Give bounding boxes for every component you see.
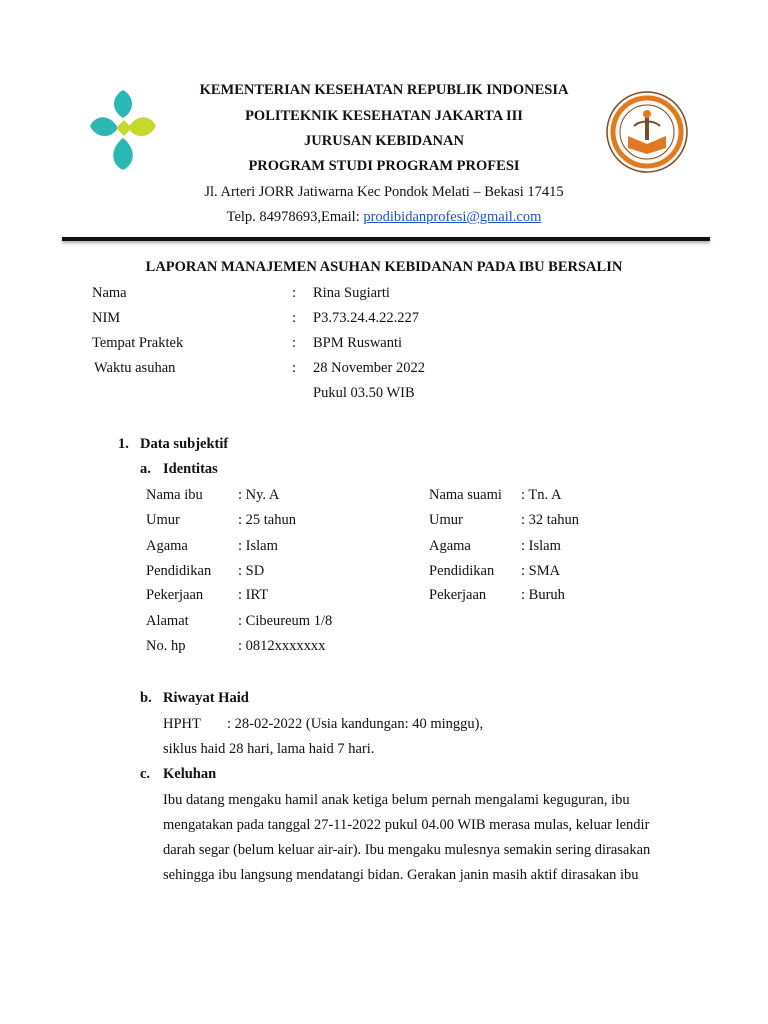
subsection-title-riwayat-haid: Riwayat Haid	[163, 690, 249, 706]
identity-label: Nama suami	[429, 487, 502, 503]
identity-label: Agama	[146, 538, 188, 554]
identity-value: : IRT	[238, 587, 269, 603]
header-ministry: KEMENTERIAN KESEHATAN REPUBLIK INDONESIA	[199, 82, 569, 98]
field-sep: :	[292, 360, 297, 376]
identity-value: : 25 tahun	[238, 512, 296, 528]
keluhan-line: mengatakan pada tanggal 27-11-2022 pukul 04.00 WIB merasa mulas, keluar lendir	[163, 817, 650, 833]
keluhan-line: Ibu datang mengaku hamil anak ketiga belum pernah mengalami keguguran, ibu	[163, 792, 630, 808]
email-link[interactable]: prodibidanprofesi@gmail.com	[363, 209, 542, 225]
keluhan-line: darah segar (belum keluar air-air). Ibu mengaku mulesnya semakin sering dirasakan	[163, 842, 651, 858]
field-label-tempat-praktek: Tempat Praktek	[92, 335, 184, 351]
field-sep: :	[292, 310, 297, 326]
header-contact	[0, 209, 768, 226]
identity-label: Pendidikan	[146, 563, 212, 579]
identity-label: Umur	[429, 512, 463, 528]
field-value-nim: P3.73.24.4.22.227	[313, 310, 419, 326]
section-number: 1.	[118, 436, 129, 452]
subsection-letter: a.	[140, 461, 151, 477]
identity-label: Pekerjaan	[146, 587, 204, 603]
identity-label: Pendidikan	[429, 563, 495, 579]
field-sep: :	[292, 285, 297, 301]
hpht-value: : 28-02-2022 (Usia kandungan: 40 minggu),	[227, 716, 484, 732]
field-value-waktu-asuhan: 28 November 2022	[313, 360, 425, 376]
identity-label: Nama ibu	[146, 487, 203, 503]
hpht-label: HPHT	[163, 716, 201, 732]
identity-value: : Ny. A	[238, 487, 280, 503]
identity-value: : Islam	[238, 538, 278, 554]
header-polytechnic: POLITEKNIK KESEHATAN JAKARTA III	[245, 108, 523, 124]
identity-value: : SMA	[521, 563, 561, 579]
subsection-letter: b.	[140, 690, 152, 706]
header-address: Jl. Arteri JORR Jatiwarna Kec Pondok Melati – Bekasi 17415	[204, 184, 564, 200]
identity-value: : 32 tahun	[521, 512, 579, 528]
field-value-tempat-praktek: BPM Ruswanti	[313, 335, 403, 351]
field-value-nama: Rina Sugiarti	[313, 285, 390, 301]
field-sep: :	[292, 335, 297, 351]
subsection-letter: c.	[140, 766, 151, 782]
identity-value: : Tn. A	[521, 487, 562, 503]
field-label-nama: Nama	[92, 285, 127, 301]
identity-label: Pekerjaan	[429, 587, 487, 603]
keluhan-line: sehingga ibu langsung mendatangi bidan. Gerakan janin masih aktif dirasakan ibu	[163, 867, 639, 883]
identity-label: No. hp	[146, 638, 186, 654]
header-divider	[62, 237, 710, 241]
section-title: Data subjektif	[140, 436, 229, 452]
header-department: JURUSAN KEBIDANAN	[304, 133, 464, 149]
header-program: PROGRAM STUDI PROGRAM PROFESI	[248, 158, 520, 174]
identity-value: : 0812xxxxxxx	[238, 638, 326, 654]
identity-value: : Islam	[521, 538, 561, 554]
field-label-nim: NIM	[92, 310, 121, 326]
identity-label: Umur	[146, 512, 180, 528]
haid-cycle-text: siklus haid 28 hari, lama haid 7 hari.	[163, 741, 375, 757]
header-phone: Telp. 84978693,Email:	[226, 209, 364, 225]
identity-value: : Cibeureum 1/8	[238, 613, 333, 629]
identity-value: : SD	[238, 563, 265, 579]
identity-value: : Buruh	[521, 587, 565, 603]
identity-label: Alamat	[146, 613, 189, 629]
field-label-waktu-asuhan: Waktu asuhan	[94, 360, 176, 376]
report-title: LAPORAN MANAJEMEN ASUHAN KEBIDANAN PADA IBU BERSALIN	[145, 259, 623, 275]
subsection-title-identitas: Identitas	[163, 461, 218, 477]
field-value-time: Pukul 03.50 WIB	[313, 385, 415, 401]
identity-label: Agama	[429, 538, 471, 554]
subsection-title-keluhan: Keluhan	[163, 766, 217, 782]
